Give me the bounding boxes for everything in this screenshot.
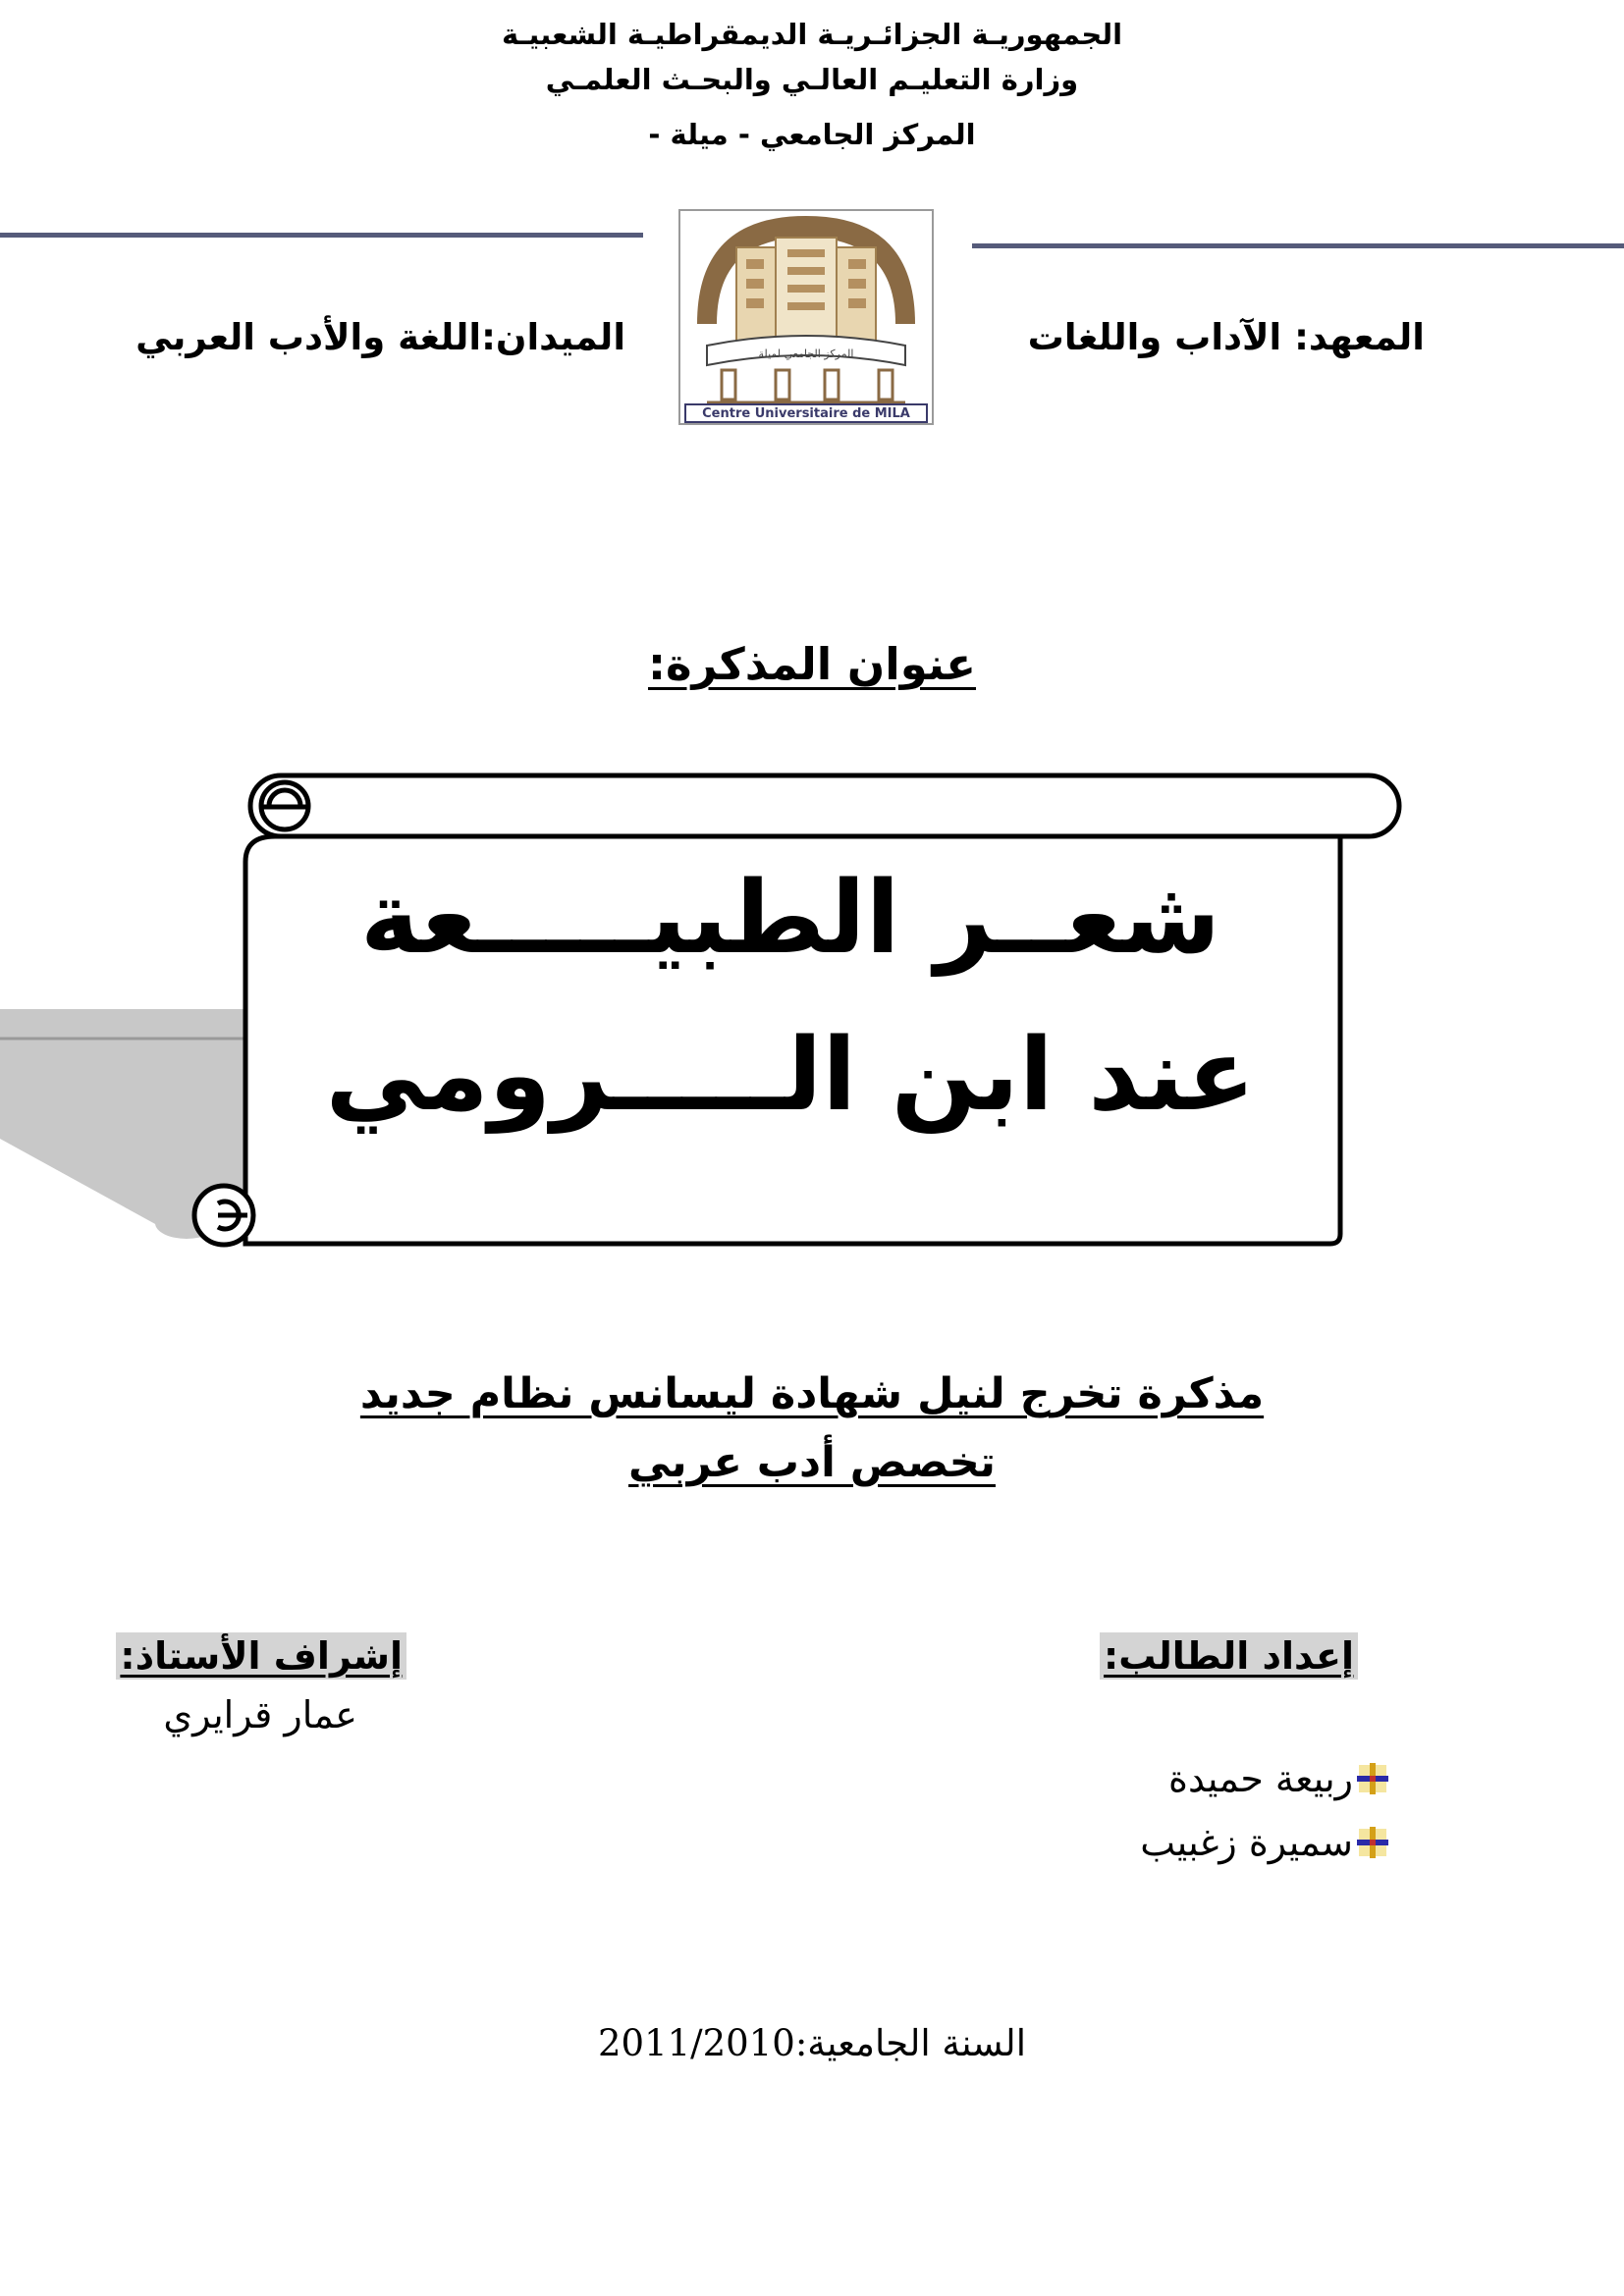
center-title: المركز الجامعي - ميلة - <box>648 118 976 151</box>
student-item <box>1168 1757 1390 1800</box>
degree-line2 <box>0 1438 1624 1487</box>
banner-top-roll <box>250 775 1399 836</box>
republic-title: الجمهوريـة الجزائـريـة الديمقراطيـة الشعبيـة <box>501 18 1123 51</box>
degree-line1-text: مذكرة تخرج لنيل شهادة ليسانس نظام جديد <box>359 1369 1265 1418</box>
student-item <box>1140 1821 1390 1864</box>
svg-text:المركز الجامعي لميلة: المركز الجامعي لميلة <box>758 347 854 360</box>
header-rule-left <box>0 233 643 238</box>
academic-year: السنة الجامعية:2011/2010 <box>598 2022 1026 2064</box>
logo-caption: Centre Universitaire de MILA <box>702 406 910 421</box>
supervisor-name: عمار قرايري <box>163 1693 357 1736</box>
memo-title-line2: عند ابن الـــــرومي <box>325 1017 1256 1134</box>
university-building-logo-icon <box>677 208 935 426</box>
prepared-by-label <box>1100 1632 1358 1680</box>
student-name: سميرة زغبيب <box>1140 1821 1353 1864</box>
institute-label: المعهد: الآداب واللغات <box>1027 316 1425 358</box>
university-logo <box>677 208 935 426</box>
degree-line1 <box>0 1369 1624 1418</box>
memo-title-heading <box>0 638 1624 690</box>
prepared-by-label-text: إعداد الطالب: <box>1104 1634 1354 1678</box>
field-label: الميدان:اللغة والأدب العربي <box>135 316 625 358</box>
header-rule-right <box>972 243 1624 248</box>
degree-line2-text: تخصص أدب عربي <box>628 1438 996 1487</box>
student-name: ربيعة حميدة <box>1168 1757 1353 1800</box>
cross-bullet-icon <box>1355 1761 1390 1796</box>
supervisor-label <box>116 1632 406 1680</box>
memo-title-line1: شعــر الطبيـــــعة <box>359 860 1221 977</box>
memo-title-heading-text: عنوان المذكرة: <box>647 638 977 690</box>
ministry-title: وزارة التعليـم العالـي والبحـث العلمـي <box>545 63 1079 96</box>
cross-bullet-icon <box>1355 1825 1390 1860</box>
supervisor-label-text: إشراف الأستاذ: <box>120 1634 403 1678</box>
